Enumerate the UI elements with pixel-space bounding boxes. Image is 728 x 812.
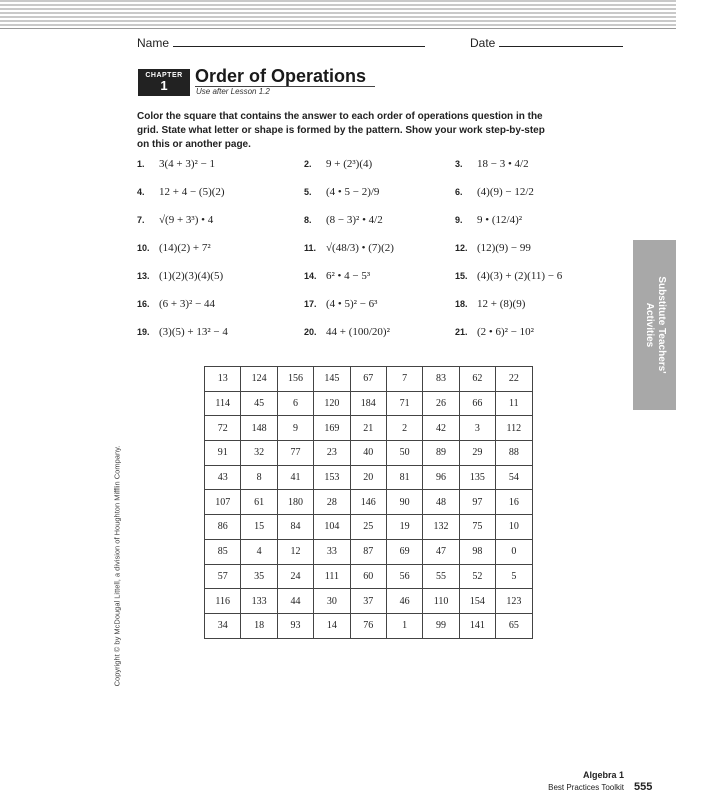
grid-cell[interactable]: 156	[277, 367, 313, 392]
page-title: Order of Operations	[195, 66, 367, 86]
grid-cell[interactable]: 40	[350, 441, 386, 466]
grid-cell[interactable]: 37	[350, 589, 386, 614]
grid-cell[interactable]: 23	[314, 441, 350, 466]
grid-cell[interactable]: 43	[205, 465, 241, 490]
problem-4: 4. 12 + 4 − (5)(2)	[137, 186, 225, 198]
grid-cell[interactable]: 1	[386, 613, 422, 638]
side-tab-line-2: Activities	[643, 302, 655, 348]
grid-row	[205, 515, 533, 540]
grid-cell[interactable]: 145	[314, 367, 350, 392]
grid-cell[interactable]: 42	[423, 416, 459, 441]
grid-cell[interactable]: 24	[277, 564, 313, 589]
grid-cell[interactable]: 120	[314, 391, 350, 416]
grid-cell[interactable]: 21	[350, 416, 386, 441]
grid-cell[interactable]: 60	[350, 564, 386, 589]
problem-10: 10. (14)(2) + 7²	[137, 242, 211, 254]
grid-cell[interactable]: 6	[277, 391, 313, 416]
grid-cell[interactable]: 25	[350, 515, 386, 540]
grid-cell[interactable]: 135	[459, 465, 495, 490]
grid-cell[interactable]: 169	[314, 416, 350, 441]
grid-cell[interactable]: 91	[205, 441, 241, 466]
grid-cell[interactable]: 46	[386, 589, 422, 614]
grid-cell[interactable]: 116	[205, 589, 241, 614]
grid-cell[interactable]: 26	[423, 391, 459, 416]
name-field-line	[173, 46, 425, 47]
grid-cell[interactable]: 76	[350, 613, 386, 638]
grid-cell[interactable]: 18	[241, 613, 277, 638]
problem-11: 11. √(48/3) • (7)(2)	[304, 242, 394, 254]
grid-cell[interactable]: 20	[350, 465, 386, 490]
grid-cell[interactable]: 69	[386, 539, 422, 564]
grid-cell[interactable]: 124	[241, 367, 277, 392]
grid-cell[interactable]: 8	[241, 465, 277, 490]
date-field-line	[499, 46, 623, 47]
grid-cell[interactable]: 52	[459, 564, 495, 589]
grid-cell[interactable]: 146	[350, 490, 386, 515]
grid-row	[205, 441, 533, 466]
name-date-row	[137, 36, 623, 54]
grid-cell[interactable]: 56	[386, 564, 422, 589]
side-tab-label	[643, 276, 667, 373]
problem-18: 18. 12 + (8)(9)	[455, 298, 526, 310]
grid-cell[interactable]: 153	[314, 465, 350, 490]
chapter-number: 1	[160, 78, 168, 93]
problem-13: 13. (1)(2)(3)(4)(5)	[137, 270, 224, 282]
grid-cell[interactable]: 41	[277, 465, 313, 490]
problem-list	[137, 158, 587, 348]
grid-cell[interactable]: 22	[496, 367, 532, 392]
grid-cell[interactable]: 44	[277, 589, 313, 614]
grid-cell[interactable]: 133	[241, 589, 277, 614]
grid-row	[205, 564, 533, 589]
grid-cell[interactable]: 132	[423, 515, 459, 540]
grid-cell[interactable]: 15	[241, 515, 277, 540]
side-tab	[633, 240, 676, 410]
problem-17: 17. (4 • 5)² − 6³	[304, 298, 378, 310]
grid-cell[interactable]: 47	[423, 539, 459, 564]
footer-book-title: Algebra 1	[582, 770, 624, 780]
problem-2: 2. 9 + (2³)(4)	[304, 158, 373, 170]
grid-cell[interactable]: 61	[241, 490, 277, 515]
problem-14: 14. 6² • 4 − 5³	[304, 270, 371, 282]
grid-row	[205, 613, 533, 638]
grid-cell[interactable]: 10	[496, 515, 532, 540]
grid-cell[interactable]: 34	[205, 613, 241, 638]
grid-cell[interactable]: 65	[496, 613, 532, 638]
grid-cell[interactable]: 14	[314, 613, 350, 638]
problem-3: 3. 18 − 3 • 4/2	[455, 158, 529, 170]
problem-19: 19. (3)(5) + 13² − 4	[137, 326, 228, 338]
grid-cell[interactable]: 104	[314, 515, 350, 540]
grid-cell[interactable]: 89	[423, 441, 459, 466]
name-label: Name	[137, 36, 170, 50]
grid-cell[interactable]: 72	[205, 416, 241, 441]
problem-1: 1. 3(4 + 3)² − 1	[137, 158, 216, 170]
grid-cell[interactable]: 0	[496, 539, 532, 564]
grid-cell[interactable]: 123	[496, 589, 532, 614]
grid-cell[interactable]: 54	[496, 465, 532, 490]
grid-cell[interactable]: 4	[241, 539, 277, 564]
grid-cell[interactable]: 16	[496, 490, 532, 515]
grid-row	[205, 539, 533, 564]
grid-cell[interactable]: 141	[459, 613, 495, 638]
grid-cell[interactable]: 85	[205, 539, 241, 564]
grid-cell[interactable]: 50	[386, 441, 422, 466]
grid-cell[interactable]: 2	[386, 416, 422, 441]
grid-cell[interactable]: 88	[496, 441, 532, 466]
grid-cell[interactable]: 71	[386, 391, 422, 416]
grid-cell[interactable]: 184	[350, 391, 386, 416]
grid-cell[interactable]: 66	[459, 391, 495, 416]
grid-cell[interactable]: 5	[496, 564, 532, 589]
page-subtitle: Use after Lesson 1.2	[196, 87, 270, 96]
problem-7: 7. √(9 + 3³) • 4	[137, 214, 214, 226]
grid-cell[interactable]: 35	[241, 564, 277, 589]
grid-cell[interactable]: 28	[314, 490, 350, 515]
grid-cell[interactable]: 99	[423, 613, 459, 638]
chapter-badge	[138, 69, 190, 96]
grid-cell[interactable]: 98	[459, 539, 495, 564]
grid-cell[interactable]: 90	[386, 490, 422, 515]
grid-cell[interactable]: 67	[350, 367, 386, 392]
problem-6: 6. (4)(9) − 12/2	[455, 186, 534, 198]
problem-5: 5. (4 • 5 − 2)/9	[304, 186, 380, 198]
grid-cell[interactable]: 75	[459, 515, 495, 540]
grid-cell[interactable]: 62	[459, 367, 495, 392]
grid-cell[interactable]: 45	[241, 391, 277, 416]
grid-row	[205, 589, 533, 614]
chapter-word: CHAPTER	[145, 72, 183, 79]
grid-row	[205, 391, 533, 416]
grid-cell[interactable]: 11	[496, 391, 532, 416]
grid-cell[interactable]: 33	[314, 539, 350, 564]
grid-cell[interactable]: 30	[314, 589, 350, 614]
grid-cell[interactable]: 154	[459, 589, 495, 614]
grid-cell[interactable]: 112	[496, 416, 532, 441]
grid-row	[205, 416, 533, 441]
instructions: Color the square that contains the answer to each order of operations question in the grid. State what letter or shape is formed by the pattern. Show your work step-by-step on this or another page.	[137, 111, 545, 150]
problem-16: 16. (6 + 3)² − 44	[137, 298, 216, 310]
grid-cell[interactable]: 29	[459, 441, 495, 466]
grid-cell[interactable]: 3	[459, 416, 495, 441]
grid-cell[interactable]: 32	[241, 441, 277, 466]
grid-row	[205, 465, 533, 490]
problem-9: 9. 9 • (12/4)²	[455, 214, 523, 226]
top-stripe-band	[0, 0, 676, 29]
side-tab-line-1: Substitute Teachers'	[655, 276, 667, 374]
grid-cell[interactable]: 107	[205, 490, 241, 515]
grid-cell[interactable]: 180	[277, 490, 313, 515]
problem-15: 15. (4)(3) + (2)(11) − 6	[455, 270, 563, 282]
grid-cell[interactable]: 13	[205, 367, 241, 392]
grid-cell[interactable]: 81	[386, 465, 422, 490]
grid-cell[interactable]: 110	[423, 589, 459, 614]
grid-cell[interactable]: 93	[277, 613, 313, 638]
problem-12: 12. (12)(9) − 99	[455, 242, 531, 254]
grid-cell[interactable]: 12	[277, 539, 313, 564]
date-label: Date	[470, 36, 496, 50]
grid-cell[interactable]: 9	[277, 416, 313, 441]
grid-cell[interactable]: 148	[241, 416, 277, 441]
grid-cell[interactable]: 48	[423, 490, 459, 515]
grid-cell[interactable]: 87	[350, 539, 386, 564]
grid-cell[interactable]: 7	[386, 367, 422, 392]
grid-cell[interactable]: 86	[205, 515, 241, 540]
grid-cell[interactable]: 57	[205, 564, 241, 589]
page-number: 555	[634, 781, 653, 793]
grid-row	[205, 367, 533, 392]
grid-cell[interactable]: 84	[277, 515, 313, 540]
problem-8: 8. (8 − 3)² • 4/2	[304, 214, 383, 226]
grid-cell[interactable]: 96	[423, 465, 459, 490]
grid-cell[interactable]: 114	[205, 391, 241, 416]
footer-subtitle: Best Practices Toolkit	[548, 783, 624, 792]
grid-cell[interactable]: 97	[459, 490, 495, 515]
grid-cell[interactable]: 55	[423, 564, 459, 589]
problem-21: 21. (2 • 6)² − 10²	[455, 326, 534, 338]
grid-cell[interactable]: 77	[277, 441, 313, 466]
grid-cell[interactable]: 111	[314, 564, 350, 589]
grid-cell[interactable]: 19	[386, 515, 422, 540]
copyright-notice: Copyright © by McDougal Littell, a division of Houghton Mifflin Company.	[112, 445, 122, 687]
grid-cell[interactable]: 83	[423, 367, 459, 392]
answer-grid	[204, 366, 533, 639]
grid-row	[205, 490, 533, 515]
problem-20: 20. 44 + (100/20)²	[304, 326, 390, 338]
